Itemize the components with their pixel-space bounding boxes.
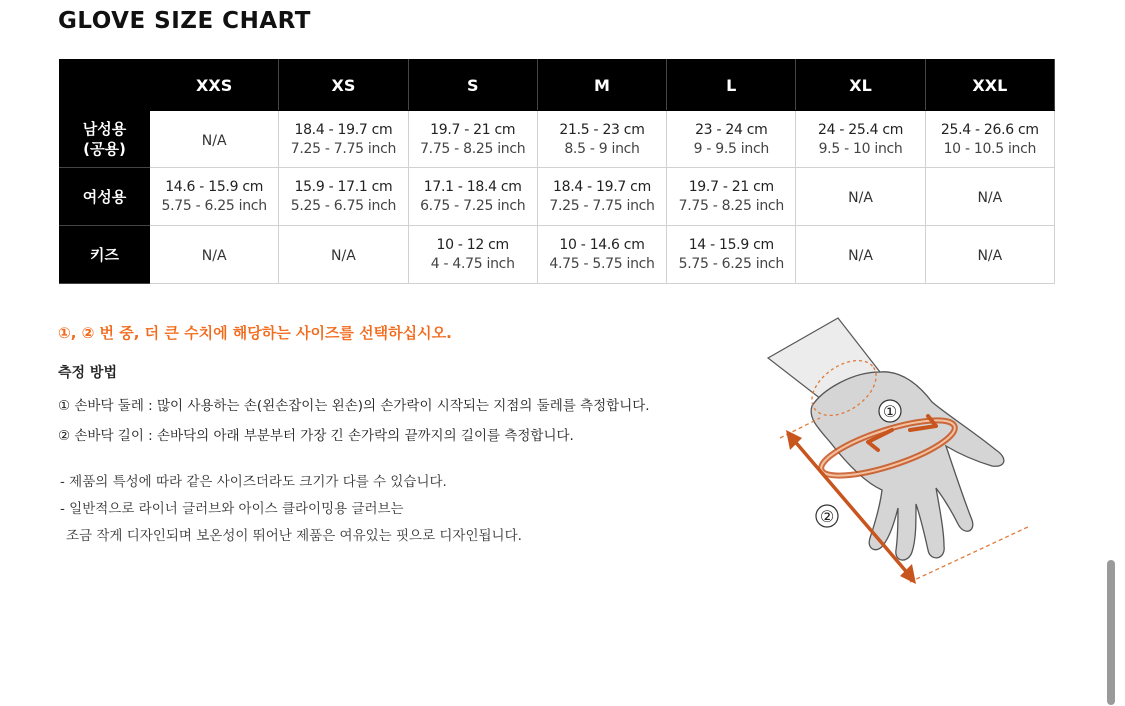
- col-header-xl: XL: [796, 60, 925, 111]
- cell-women-xs: [279, 168, 408, 226]
- cell-cm: 23 - 24 cm: [695, 121, 768, 138]
- col-header-l: L: [667, 60, 796, 111]
- cell-value: N/A: [977, 190, 1003, 206]
- length-guide-top: [780, 418, 820, 438]
- cell-kids-s: [408, 226, 537, 284]
- cell-cm: 24 - 25.4 cm: [817, 121, 904, 138]
- note-line-3: 조금 작게 디자인되며 보온성이 뛰어난 제품은 여유있는 핏으로 디자인됩니다.: [66, 528, 522, 544]
- cell-men-xxs: [150, 111, 279, 168]
- method-title: 측정 방법: [58, 365, 117, 381]
- row-label-line1: 남성용: [82, 120, 127, 138]
- row-label-kids: 키즈: [60, 226, 150, 284]
- row-label-line2: (공용): [83, 140, 126, 158]
- note-line-1: - 제품의 특성에 따라 같은 사이즈더라도 크기가 다를 수 있습니다.: [60, 474, 447, 490]
- method-line-length: ② 손바닥 길이 : 손바닥의 아래 부분부터 가장 긴 손가락의 끝까지의 길이를 측정합니다.: [58, 428, 574, 444]
- cell-value: N/A: [848, 248, 873, 264]
- cell-men-l: [667, 111, 796, 168]
- cell-inch: 7.75 - 8.25 inch: [420, 140, 526, 157]
- page-title: GLOVE SIZE CHART: [58, 8, 311, 34]
- row-label-men: [60, 111, 150, 168]
- table-row-kids: [60, 226, 1055, 284]
- cell-men-m: [537, 111, 666, 168]
- cell-cm: 10 - 14.6 cm: [559, 237, 645, 253]
- cell-inch: 5.25 - 6.75 inch: [290, 198, 397, 214]
- cell-value: N/A: [201, 132, 227, 149]
- hand-shape: [811, 372, 1004, 560]
- cell-value: N/A: [977, 248, 1003, 264]
- cell-inch: 6.75 - 7.25 inch: [420, 198, 526, 214]
- cell-kids-l: [667, 226, 796, 284]
- cell-men-xxl: [925, 111, 1054, 168]
- cell-cm: 18.4 - 19.7 cm: [294, 121, 393, 138]
- col-header-xxl: XXL: [925, 60, 1054, 111]
- col-header-s: S: [408, 60, 537, 111]
- cell-cm: 25.4 - 26.6 cm: [940, 121, 1039, 138]
- cell-inch: 7.75 - 8.25 inch: [678, 198, 784, 214]
- cell-men-xl: [796, 111, 925, 168]
- cell-inch: 7.25 - 7.75 inch: [290, 140, 397, 157]
- cell-men-xs: [279, 111, 408, 168]
- cell-cm: 15.9 - 17.1 cm: [294, 179, 393, 195]
- table-header-row: [60, 60, 1055, 111]
- method-line-circumference: ① 손바닥 둘레 : 많이 사용하는 손(왼손잡이는 왼손)의 손가락이 시작되는 지점의 둘레를 측정합니다.: [58, 398, 650, 414]
- col-header-xs: XS: [279, 60, 408, 111]
- cell-cm: 10 - 12 cm: [436, 237, 509, 253]
- cell-women-l: [667, 168, 796, 226]
- size-chart-table: [59, 59, 1055, 284]
- hand-measurement-diagram: [760, 310, 1045, 595]
- cell-inch: 5.75 - 6.25 inch: [161, 198, 267, 214]
- table-row-men: [60, 111, 1055, 168]
- cell-cm: 14 - 15.9 cm: [688, 237, 774, 253]
- cell-women-xl: [796, 168, 925, 226]
- col-header-m: M: [537, 60, 666, 111]
- vertical-scrollbar[interactable]: [1107, 560, 1115, 705]
- cell-kids-xs: [279, 226, 408, 284]
- corner-cell: [60, 60, 150, 111]
- cell-inch: 10 - 10.5 inch: [943, 140, 1037, 157]
- row-label-women: 여성용: [60, 168, 150, 226]
- cell-kids-xxl: [925, 226, 1054, 284]
- cell-kids-m: [537, 226, 666, 284]
- cell-women-m: [537, 168, 666, 226]
- cell-cm: 19.7 - 21 cm: [688, 179, 774, 195]
- label-2: ②: [819, 507, 835, 526]
- cell-cm: 18.4 - 19.7 cm: [553, 179, 651, 195]
- cell-cm: 21.5 - 23 cm: [559, 121, 645, 138]
- cell-women-xxl: [925, 168, 1054, 226]
- size-selection-note: ①, ② 번 중, 더 큰 수치에 해당하는 사이즈를 선택하십시오.: [58, 324, 452, 342]
- cell-value: N/A: [331, 248, 356, 264]
- table-row-women: [60, 168, 1055, 226]
- cell-women-xxs: [150, 168, 279, 226]
- cell-women-s: [408, 168, 537, 226]
- col-header-xxs: XXS: [150, 60, 279, 111]
- cell-inch: 5.75 - 6.25 inch: [678, 256, 784, 272]
- cell-inch: 4.75 - 5.75 inch: [549, 256, 655, 272]
- cell-value: N/A: [848, 190, 873, 206]
- cell-inch: 8.5 - 9 inch: [564, 140, 640, 157]
- cell-value: N/A: [201, 248, 227, 264]
- cell-cm: 14.6 - 15.9 cm: [165, 179, 264, 195]
- cell-inch: 4 - 4.75 inch: [430, 256, 515, 272]
- cell-inch: 9.5 - 10 inch: [818, 140, 903, 157]
- note-line-2: - 일반적으로 라이너 글러브와 아이스 클라이밍용 글러브는: [60, 501, 404, 517]
- cell-cm: 17.1 - 18.4 cm: [423, 179, 522, 195]
- cell-cm: 19.7 - 21 cm: [430, 121, 516, 138]
- cell-kids-xxs: [150, 226, 279, 284]
- cell-men-s: [408, 111, 537, 168]
- cell-kids-xl: [796, 226, 925, 284]
- cell-inch: 7.25 - 7.75 inch: [549, 198, 655, 214]
- label-1: ①: [882, 402, 898, 421]
- cell-inch: 9 - 9.5 inch: [693, 140, 769, 157]
